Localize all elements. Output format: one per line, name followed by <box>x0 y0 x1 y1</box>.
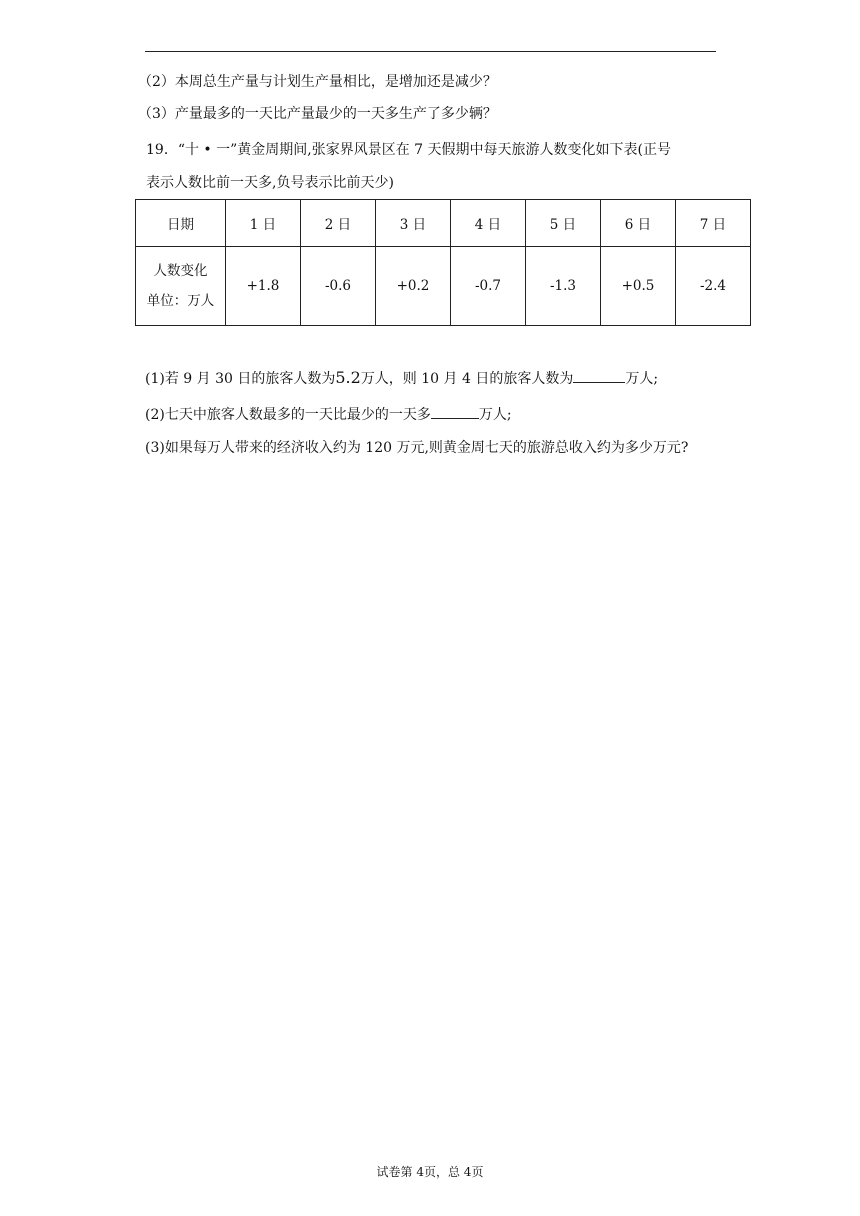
answer-blank-2[interactable] <box>431 404 479 419</box>
subquestion-1-mid: 万人，则 10 月 4 日的旅客人数为 <box>360 371 574 387</box>
row-label-line1: 人数变化 <box>153 263 208 279</box>
table-change-cell: -1.3 <box>526 247 601 326</box>
table-change-cell: -2.4 <box>676 247 751 326</box>
table-change-cell: -0.6 <box>301 247 376 326</box>
table-day-cell: 5 日 <box>526 200 601 247</box>
table-row-label <box>136 247 226 326</box>
initial-visitors-value: 5.2 <box>335 368 361 387</box>
subquestion-1-pre: (1)若 9 月 30 日的旅客人数为 <box>145 371 336 387</box>
table-change-cell: +0.2 <box>376 247 451 326</box>
table-change-cell: -0.7 <box>451 247 526 326</box>
subquestion-2-post: 万人; <box>478 407 512 423</box>
subquestion-1-post: 万人; <box>625 371 659 387</box>
page-footer: 试卷第 4页，总 4页 <box>376 1165 484 1179</box>
table-day-cell: 6 日 <box>601 200 676 247</box>
subquestion-3: (3)如果每万人带来的经济收入约为 120 万元,则黄金周七天的旅游总收入约为多少万元? <box>145 440 689 456</box>
row-label-line2: 单位：万人 <box>146 293 215 309</box>
table-change-cell: +0.5 <box>601 247 676 326</box>
table-header-label: 日期 <box>136 200 226 247</box>
question-3-text: （3）产量最多的一天比产量最少的一天多生产了多少辆？ <box>138 106 497 122</box>
table-header-row <box>136 200 751 247</box>
table-day-cell: 3 日 <box>376 200 451 247</box>
question-19-line1: 19．“十 • 一”黄金周期间,张家界风景区在 7 天假期中每天旅游人数变化如下表(正号 <box>146 142 672 158</box>
table-day-cell: 4 日 <box>451 200 526 247</box>
visitor-change-table <box>135 199 751 326</box>
subquestion-2-pre: (2)七天中旅客人数最多的一天比最少的一天多 <box>145 407 431 423</box>
question-2-text: （2）本周总生产量与计划生产量相比，是增加还是减少？ <box>138 74 497 90</box>
subquestion-1 <box>145 368 658 389</box>
table-day-cell: 1 日 <box>226 200 301 247</box>
table-day-cell: 2 日 <box>301 200 376 247</box>
answer-blank-1[interactable] <box>573 368 625 383</box>
table-change-cell: +1.8 <box>226 247 301 326</box>
header-rule <box>145 51 716 52</box>
table-day-cell: 7 日 <box>676 200 751 247</box>
table-change-row <box>136 247 751 326</box>
subquestion-2 <box>145 404 512 425</box>
question-19-line2: 表示人数比前一天多,负号表示比前天少) <box>146 175 394 191</box>
